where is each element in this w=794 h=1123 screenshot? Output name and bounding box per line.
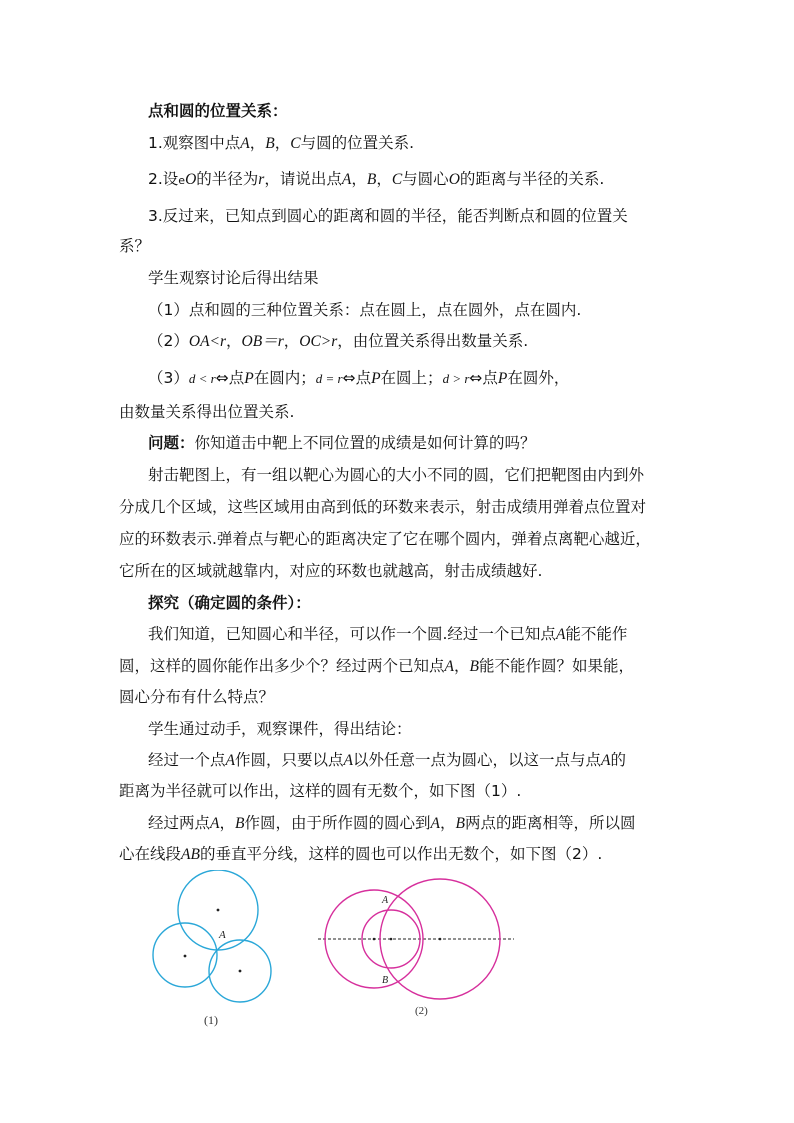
figure-2 [312, 872, 522, 1012]
result-1: （1）点和圆的三种位置关系：点在圆上，点在圆外，点在圆内. [148, 301, 582, 319]
circle-symbol: e [178, 174, 186, 187]
observation-text: 学生观察讨论后得出结果 [148, 269, 319, 287]
paragraph-1-line-4: 它所在的区域就越靠内，对应的环数也就越高，射击成绩越好. [119, 562, 543, 580]
figure-2-center-small [390, 938, 393, 941]
figure-2-center-large [439, 938, 442, 941]
paragraph-3: 学生通过动手，观察课件，得出结论： [148, 720, 412, 738]
paragraph-5-line-1: 经过两点A，B作圆，由于所作圆的圆心到A，B两点的距离相等，所以圆 [148, 814, 636, 832]
figure-2-caption: (2) [415, 1005, 428, 1017]
paragraph-2-line-1: 我们知道，已知圆心和半径，可以作一个圆.经过一个已知点A能不能作 [148, 625, 628, 643]
section-heading-point-circle: 点和圆的位置关系： [148, 102, 288, 120]
question-3-line-1: 3.反过来，已知点到圆心的距离和圆的半径，能否判断点和圆的位置关 [148, 207, 628, 225]
section-heading-explore: 探究（确定圆的条件）： [148, 594, 311, 612]
problem: 问题：你知道击中靶上不同位置的成绩是如何计算的吗？ [148, 434, 536, 452]
question-3-line-2: 系？ [119, 237, 151, 255]
figure-2-center-left [373, 938, 376, 941]
paragraph-4-line-1: 经过一个点A作圆，只要以点A以外任意一点为圆心，以这一点与点A的 [148, 751, 626, 769]
paragraph-4-line-2: 距离为半径就可以作出，这样的圆有无数个，如下图（1）. [119, 782, 522, 800]
result-3-line-1: （3）d < r⇔点P在圆内；d = r⇔点P在圆上；d > r⇔点P在圆外， [148, 369, 570, 387]
question-2: 2.设eO的半径为r，请说出点A，B，C与圆心O的距离与半径的关系. [148, 170, 605, 188]
paragraph-1-line-3: 应的环数表示.弹着点与靶心的距离决定了它在哪个圆内，弹着点离靶心越近， [119, 530, 651, 548]
figure-1-caption: (1) [204, 1013, 218, 1027]
figure-1-center-right [239, 970, 242, 973]
figure-1-label-a: A [219, 929, 226, 941]
paragraph-1-line-1: 射击靶图上，有一组以靶心为圆心的大小不同的圆，它们把靶图由内到外 [148, 466, 645, 484]
question-1: 1.观察图中点A，B，C与圆的位置关系. [148, 134, 415, 152]
figure-1-center-left [184, 955, 187, 958]
result-3-line-2: 由数量关系得出位置关系. [119, 403, 295, 421]
figure-2-label-a: A [382, 895, 389, 906]
figure-2-label-b: B [382, 975, 389, 986]
figure-1-center-top [217, 909, 220, 912]
paragraph-1-line-2: 分成几个区域，这些区域用由高到低的环数来表示，射击成绩用弹着点位置对 [119, 498, 647, 516]
result-2: （2）OA<r，OB＝r，OC>r，由位置关系得出数量关系. [148, 332, 529, 350]
paragraph-2-line-3: 圆心分布有什么特点？ [119, 688, 275, 706]
paragraph-5-line-2: 心在线段AB的垂直平分线，这样的圆也可以作出无数个，如下图（2）. [119, 845, 603, 863]
paragraph-2-line-2: 圆，这样的圆你能作出多少个？经过两个已知点A，B能不能作圆？如果能， [119, 657, 634, 675]
